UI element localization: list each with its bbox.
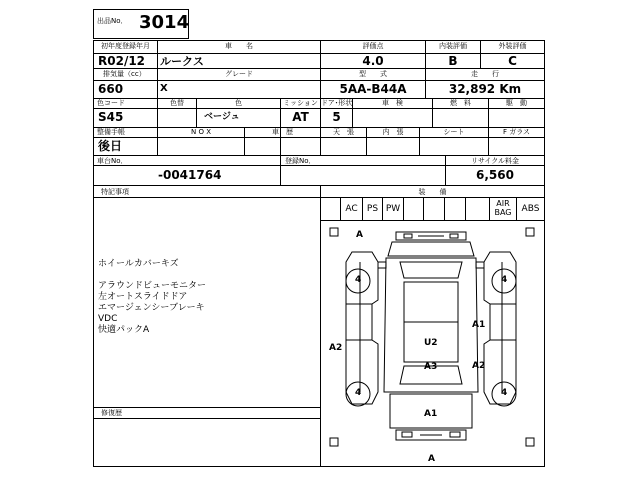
door-label: ドア･形状 (321, 99, 353, 107)
interior-score-value: B (448, 54, 458, 68)
color-label: 色 (235, 99, 242, 107)
recycle-label: リサイクル料金 (470, 157, 520, 165)
equip-pw: PW (385, 204, 401, 214)
notes-label: 特記事項 (101, 188, 129, 196)
year-value: R02/12 (98, 54, 146, 68)
year-label: 初年度登録年月 (101, 42, 150, 50)
color-code-label: 色コード (97, 99, 125, 107)
cc-label: 排気量（cc） (103, 70, 146, 78)
car-name-value: ルークス (160, 55, 204, 68)
mark-right-front-wheel: 4 (501, 275, 508, 285)
mission-label: ミッション (283, 99, 318, 107)
mission-value: AT (292, 110, 309, 124)
equip-ps: PS (366, 204, 379, 214)
note-line-3: アラウンドビューモニター (98, 281, 207, 291)
color-value: ベージュ (204, 112, 240, 122)
name-label: 車 名 (225, 42, 253, 50)
mark-left-side: A2 (329, 343, 343, 353)
score-value: 4.0 (362, 54, 384, 68)
lot-label: 出品No． (97, 17, 128, 25)
note-line-5: エマージェンシーブレーキ (98, 303, 205, 313)
chassis-label: 車台No． (97, 157, 128, 165)
mark-rear-bottom: A (428, 454, 435, 464)
mark-left-front-wheel: 4 (355, 275, 362, 285)
mark-front: A (356, 230, 363, 240)
grade-label: グレード (225, 70, 253, 78)
inner-panel-label: 内 張 (382, 128, 404, 136)
mark-rear-glass: A3 (424, 362, 438, 372)
note-line-4: 左オートスライドドア (98, 292, 188, 302)
equip-ac: AC (345, 204, 358, 214)
cc-value: 660 (98, 82, 124, 96)
equip-airbag: AIR BAG (494, 199, 512, 217)
mark-right-front-door: A1 (472, 320, 486, 330)
chassis-value: -0041764 (158, 168, 222, 182)
color-code-value: S45 (98, 110, 124, 124)
mileage-value: 32,892 Km (448, 82, 522, 96)
lot-number: 3014 (139, 12, 190, 33)
recycle-value: 6,560 (476, 168, 514, 182)
mileage-label: 走 行 (471, 70, 499, 78)
mark-right-rear-door: A2 (472, 361, 486, 371)
mark-rear: A1 (424, 409, 438, 419)
glass-label: F ガラス (502, 128, 531, 136)
door-value: 5 (332, 110, 341, 124)
grade-value: X (160, 83, 168, 94)
note-line-1: ホイールカバーキズ (98, 259, 179, 269)
seat-label: シート (443, 128, 465, 136)
color-change-label: 色替 (170, 99, 184, 107)
nox-label: N O X (191, 128, 211, 136)
manual-label: 整備手帳 (97, 128, 125, 136)
model-label: 型 式 (359, 70, 387, 78)
drive-label: 駆 動 (506, 99, 527, 107)
repair-label: 修復歴 (101, 409, 122, 417)
ceiling-label: 天 張 (333, 128, 354, 136)
model-value: 5AA-B44A (339, 82, 407, 96)
equipment-label: 装 備 (418, 188, 447, 196)
mark-roof: U2 (424, 338, 438, 348)
score-label: 評価点 (362, 42, 384, 50)
exterior-score-label: 外装評価 (498, 42, 527, 50)
mark-left-rear-wheel: 4 (355, 388, 362, 398)
fuel-label: 燃 料 (450, 99, 471, 107)
history-label: 車 歴 (272, 128, 293, 136)
note-line-7: 快適パックA (98, 325, 150, 335)
exterior-score-value: C (508, 54, 517, 68)
note-line-6: VDC (98, 314, 118, 324)
manual-value: 後日 (98, 139, 123, 153)
equip-abs: ABS (521, 204, 540, 214)
registration-label: 登録No． (285, 157, 316, 165)
inspection-label: 車 検 (382, 99, 403, 107)
interior-score-label: 内装評価 (439, 42, 467, 50)
mark-right-rear-wheel: 4 (501, 388, 508, 398)
